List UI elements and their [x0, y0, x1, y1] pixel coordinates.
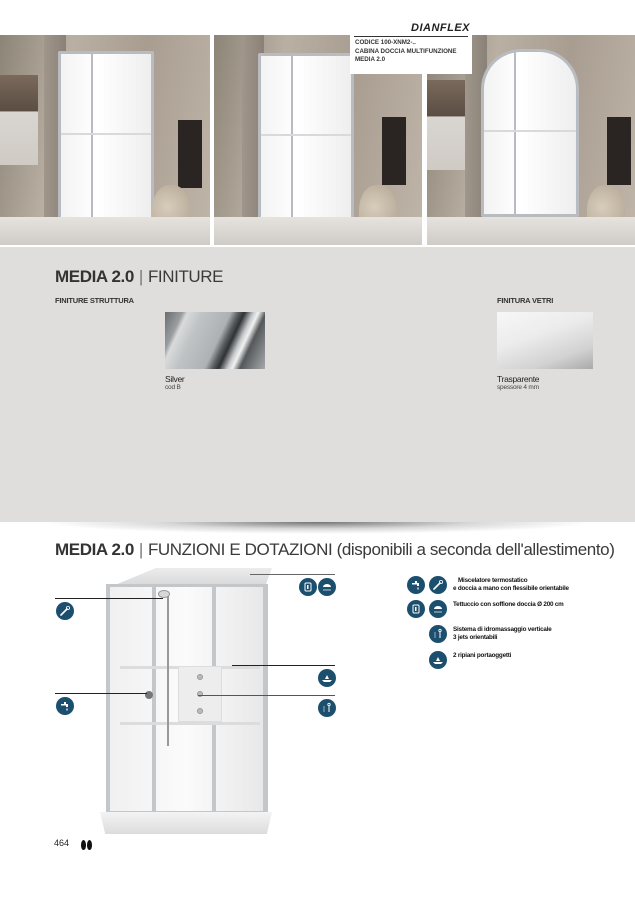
page-number: 464 — [54, 838, 70, 848]
mixer-tap-icon — [56, 697, 74, 715]
structure-finishes-label: FINITURE STRUTTURA — [55, 296, 134, 305]
section-shadow — [40, 522, 595, 534]
finishes-title: MEDIA 2.0 | FINITURE — [55, 267, 224, 286]
leader-line-hand-shower — [55, 598, 163, 599]
shelf-icon — [318, 669, 336, 687]
hand-shower-icon — [56, 602, 74, 620]
functions-title: MEDIA 2.0 | FUNZIONI E DOTAZIONI (disponibili a seconda dell'allestimento) — [55, 540, 615, 559]
feature-hydromassage: Sistema di idromassaggio verticale 3 jets orientabili — [453, 626, 552, 641]
brand-logo: DIANFLEX — [411, 22, 470, 34]
product-photo-rectangular — [0, 35, 210, 245]
silver-finish-swatch — [165, 312, 265, 369]
overhead-shower-icon — [429, 600, 447, 618]
roof-icon — [299, 578, 317, 596]
divider — [354, 36, 468, 37]
finishes-section — [0, 247, 635, 522]
shower-cabin-diagram — [100, 568, 272, 836]
functions-title-model: MEDIA 2.0 — [55, 540, 134, 559]
leader-line-shelf — [232, 665, 335, 666]
leader-line-jets — [198, 695, 335, 696]
feature-shelves: 2 ripiani portaoggetti — [453, 652, 512, 659]
leader-line-roof — [250, 574, 335, 575]
overhead-shower-icon — [318, 578, 336, 596]
product-code: CODICE 100-XNM2-.. — [355, 39, 416, 46]
silver-finish-name: Silver — [165, 374, 185, 384]
hydromassage-icon — [318, 699, 336, 717]
finishes-title-text: FINITURE — [147, 267, 224, 286]
hand-shower-icon — [429, 576, 447, 594]
product-code-block — [355, 39, 473, 65]
feature-roof-shower: Tettuccio con soffione doccia Ø 200 cm — [453, 601, 564, 608]
shelf-icon — [429, 651, 447, 669]
glass-finish-thickness: spessore 4 mm — [497, 384, 539, 391]
brand-mark-icon — [81, 837, 93, 848]
glass-finishes-label: FINITURA VETRI — [497, 296, 554, 305]
roof-icon — [407, 600, 425, 618]
silver-finish-code: cod B — [165, 384, 181, 391]
product-model: MEDIA 2.0 — [355, 56, 386, 63]
transparent-glass-swatch — [497, 312, 593, 369]
mixer-tap-icon — [407, 576, 425, 594]
hydromassage-icon — [429, 625, 447, 643]
glass-finish-name: Trasparente — [497, 374, 540, 384]
finishes-title-model: MEDIA 2.0 — [55, 267, 134, 286]
product-line: CABINA DOCCIA MULTIFUNZIONE — [355, 47, 457, 55]
feature-mixer-shower: Miscelatore termostatico e doccia a mano con flessibile orientabile — [453, 577, 569, 592]
leader-line-mixer — [55, 693, 147, 694]
functions-title-text: FUNZIONI E DOTAZIONI (disponibili a seconda dell'allestimento) — [147, 540, 615, 559]
